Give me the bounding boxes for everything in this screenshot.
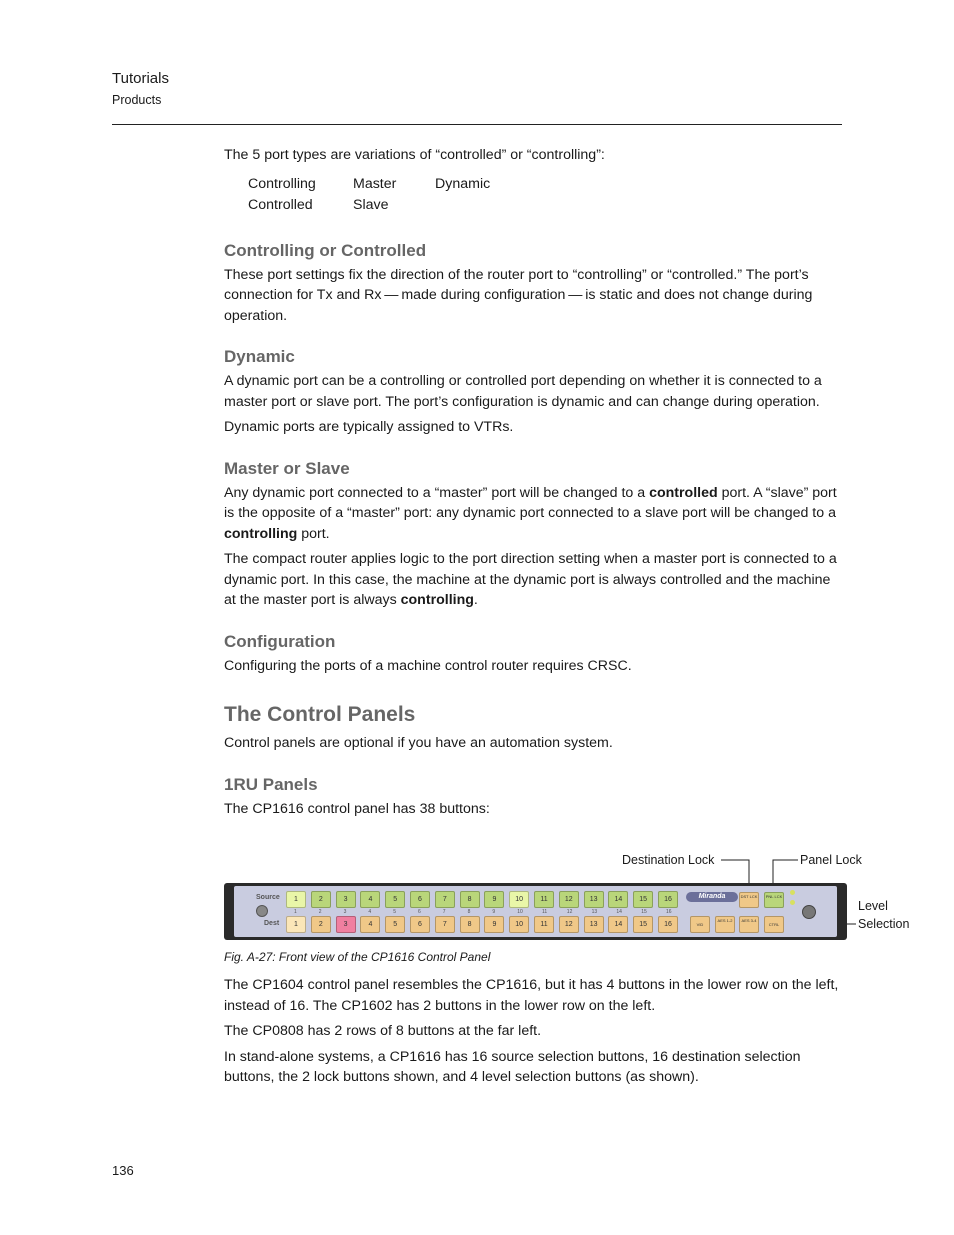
port-type: Controlled bbox=[248, 196, 313, 213]
closing-content bbox=[224, 975, 844, 1088]
dynamic-paragraph-2: Dynamic ports are typically assigned to VTRs. bbox=[224, 419, 514, 435]
button-number-label: 13 bbox=[591, 909, 598, 915]
port-type: Slave bbox=[353, 196, 389, 213]
destination-button[interactable]: 1 bbox=[286, 916, 306, 933]
source-button[interactable]: 3 bbox=[336, 891, 356, 908]
button-number-label: 10 bbox=[517, 909, 523, 915]
closing-paragraph-1: The CP1604 control panel resembles the CP1616, but it has 4 buttons in the lower row on the left, instead of 16. The CP1602 has 2 buttons in the lower row on the left. bbox=[224, 977, 839, 1014]
button-number-label: 4 bbox=[368, 909, 372, 915]
source-row-label: Source bbox=[256, 894, 280, 901]
port-type: Dynamic bbox=[435, 175, 491, 192]
closing-paragraph-2: The CP0808 has 2 rows of 8 buttons at the far left. bbox=[224, 1023, 542, 1039]
destination-button[interactable]: 7 bbox=[435, 916, 455, 933]
button-number-label: 2 bbox=[318, 909, 322, 915]
panel-lock-button[interactable]: PNL LCK bbox=[764, 892, 784, 908]
source-button[interactable]: 13 bbox=[584, 891, 604, 908]
figure-caption: Fig. A-27: Front view of the CP1616 Control Panel bbox=[224, 950, 491, 964]
configuration-paragraph: Configuring the ports of a machine control router requires CRSC. bbox=[224, 657, 632, 674]
source-button[interactable]: 2 bbox=[311, 891, 331, 908]
source-button[interactable]: 15 bbox=[633, 891, 653, 908]
bold-term: controlling bbox=[400, 592, 474, 608]
destination-button[interactable]: 4 bbox=[360, 916, 380, 933]
panel-knob bbox=[802, 905, 816, 919]
status-led bbox=[790, 900, 795, 905]
panel-knob bbox=[256, 905, 268, 917]
source-button[interactable]: 10 bbox=[509, 891, 529, 908]
button-number-label: 6 bbox=[418, 909, 421, 915]
control-panels-paragraph: Control panels are optional if you have an automation system. bbox=[224, 735, 613, 751]
destination-button[interactable]: 12 bbox=[559, 916, 579, 933]
running-header-title: Tutorials bbox=[112, 70, 169, 87]
status-led bbox=[790, 890, 795, 895]
callout-selection: Selection bbox=[858, 917, 910, 931]
destination-button[interactable]: 3 bbox=[336, 916, 356, 933]
text-run: port. A “slave” port is the opposite of a “master” port: any dynamic port connected to a slave port will be changed to a bbox=[224, 484, 837, 521]
source-button[interactable]: 12 bbox=[559, 891, 579, 908]
heading-configuration: Configuration bbox=[224, 631, 336, 651]
destination-lock-button[interactable]: DST LCK bbox=[739, 892, 759, 908]
intro-paragraph: The 5 port types are variations of “controlled” or “controlling”: bbox=[224, 147, 605, 163]
level-button-vid[interactable]: VID bbox=[690, 916, 710, 933]
button-number-label: 3 bbox=[343, 909, 347, 915]
callout-level: Level bbox=[858, 899, 888, 913]
button-number-label: 16 bbox=[666, 909, 672, 915]
level-button-aes12[interactable]: AES 1-2 bbox=[715, 916, 735, 933]
source-button[interactable]: 16 bbox=[658, 891, 678, 908]
button-number-label: 7 bbox=[442, 909, 446, 915]
destination-button[interactable]: 8 bbox=[460, 916, 480, 933]
destination-button[interactable]: 14 bbox=[608, 916, 628, 933]
bold-term: controlling bbox=[224, 525, 298, 542]
button-number-label: 15 bbox=[641, 909, 647, 915]
destination-button[interactable]: 10 bbox=[509, 916, 529, 933]
bold-term: controlled bbox=[649, 484, 718, 501]
button-number-label: 9 bbox=[492, 909, 496, 915]
level-button-aes34[interactable]: AES 3-4 bbox=[739, 916, 759, 933]
dynamic-paragraph: A dynamic port can be a controlling or controlled port depending on whether it is connected to a master port or slave port. The port’s configuration is dynamic and can change during operation. bbox=[224, 373, 822, 410]
closing-paragraph-3: In stand-alone systems, a CP1616 has 16 source selection buttons, 16 destination selection buttons, the 2 lock buttons shown, and 4 level selection buttons (as shown). bbox=[224, 1048, 801, 1085]
destination-button[interactable]: 16 bbox=[658, 916, 678, 933]
source-button[interactable]: 7 bbox=[435, 891, 455, 908]
dest-row-label: Dest bbox=[264, 920, 280, 927]
destination-button[interactable]: 6 bbox=[410, 916, 430, 933]
button-number-label: 11 bbox=[542, 909, 548, 915]
source-button[interactable]: 6 bbox=[410, 891, 430, 908]
heading-control-panels: The Control Panels bbox=[224, 703, 416, 726]
button-number-label: 8 bbox=[467, 909, 471, 915]
button-number-label: 1 bbox=[294, 909, 297, 915]
source-button[interactable]: 4 bbox=[360, 891, 380, 908]
heading-master-slave: Master or Slave bbox=[224, 458, 350, 478]
button-number-label: 14 bbox=[616, 909, 622, 915]
source-button[interactable]: 11 bbox=[534, 891, 554, 908]
source-button[interactable]: 1 bbox=[286, 891, 306, 908]
page-number: 136 bbox=[112, 1163, 134, 1178]
text-run: Any dynamic port connected to a “master” port will be changed to a bbox=[224, 484, 650, 501]
heading-dynamic: Dynamic bbox=[224, 347, 295, 366]
destination-button[interactable]: 9 bbox=[484, 916, 504, 933]
text-run: port. bbox=[297, 525, 330, 542]
heading-1ru-panels: 1RU Panels bbox=[224, 774, 318, 794]
button-number-label: 5 bbox=[393, 909, 396, 915]
source-button[interactable]: 8 bbox=[460, 891, 480, 908]
callout-destination-lock: Destination Lock bbox=[622, 853, 715, 867]
heading-controlling: Controlling or Controlled bbox=[224, 240, 427, 260]
button-number-label: 12 bbox=[566, 909, 573, 915]
destination-button[interactable]: 13 bbox=[584, 916, 604, 933]
text-run: . bbox=[473, 592, 478, 608]
ru-panels-paragraph: The CP1616 control panel has 38 buttons: bbox=[224, 800, 490, 817]
text-run: The compact router applies logic to the port direction setting when a master port is connected to a dynamic port. In this case, the machine at the dynamic port is always controlled and the machine at the master port is always bbox=[224, 551, 837, 608]
port-type: Controlling bbox=[248, 175, 316, 192]
destination-button[interactable]: 5 bbox=[385, 916, 405, 933]
destination-button[interactable]: 2 bbox=[311, 916, 331, 933]
destination-button[interactable]: 15 bbox=[633, 916, 653, 933]
source-button[interactable]: 9 bbox=[484, 891, 504, 908]
source-button[interactable]: 5 bbox=[385, 891, 405, 908]
destination-button[interactable]: 11 bbox=[534, 916, 554, 933]
controlling-paragraph: These port settings fix the direction of the router port to “controlling” or “controlled.” The port’s connection for Tx and Rx — made during configuration — is static and does not change during operation. bbox=[224, 266, 813, 324]
level-button-ctrl[interactable]: CTRL bbox=[764, 916, 784, 933]
callout-panel-lock: Panel Lock bbox=[800, 853, 862, 867]
brand-logo: Miranda bbox=[686, 892, 738, 902]
port-type: Master bbox=[353, 175, 397, 192]
source-button[interactable]: 14 bbox=[608, 891, 628, 908]
running-header-subtitle: Products bbox=[112, 93, 162, 107]
cp1616-panel-figure bbox=[224, 883, 847, 940]
